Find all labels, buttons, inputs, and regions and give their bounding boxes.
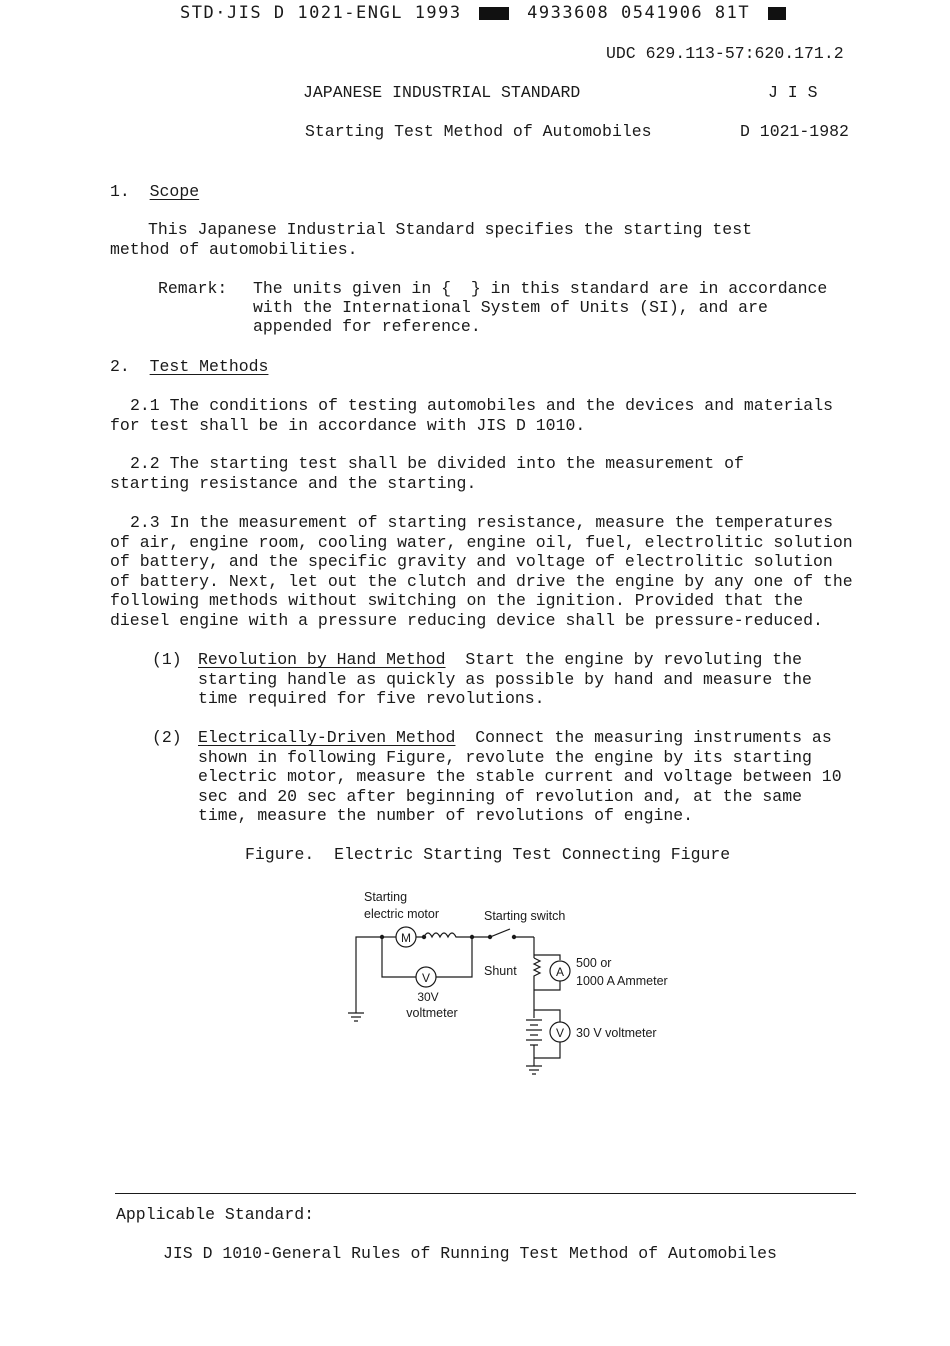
section-number: 1. <box>110 182 130 201</box>
remark-label: Remark: <box>158 279 228 298</box>
label-starting-switch: Starting switch <box>484 909 566 923</box>
ground-symbol-left <box>348 1013 364 1021</box>
label-voltmeter: voltmeter <box>406 1006 458 1020</box>
battery-symbol <box>526 1020 542 1045</box>
document-code-strip <box>180 4 786 24</box>
starting-switch-symbol <box>472 929 534 937</box>
item-1-body <box>198 650 858 709</box>
item-2-body <box>198 728 858 826</box>
label-electric-motor: electric motor <box>364 907 440 921</box>
document-code: D 1021-1982 <box>740 122 849 141</box>
figure-caption: Figure. Electric Starting Test Connecting Figure <box>245 845 731 864</box>
paragraph-2-1: 2.1 The conditions of testing automobiles and the devices and materials for test shall be in accordance with JIS D 1010. <box>110 396 834 435</box>
remark-line-3: appended for reference. <box>253 317 481 336</box>
item-2-text: Connect the measuring instruments as shown in following Figure, revolute the engine by its starting electric motor, measure the stable current and voltage between 10 sec and 20 sec after beginning of revolution and, at the same time, measure the number of revolutions of engine. <box>198 728 842 825</box>
scope-paragraph: This Japanese Industrial Standard specifies the starting test method of automobilities. <box>110 220 752 259</box>
motor-label: M <box>401 931 411 945</box>
paragraph-2-2: 2.2 The starting test shall be divided into the measurement of starting resistance and the starting. <box>110 454 744 493</box>
label-30v: 30V <box>417 990 439 1004</box>
section-number: 2. <box>110 357 130 376</box>
item-number-2: (2) <box>152 728 182 747</box>
item-number-1: (1) <box>152 650 182 669</box>
standard-org: JAPANESE INDUSTRIAL STANDARD <box>303 83 581 102</box>
udc-number: UDC 629.113-57:620.171.2 <box>606 44 844 63</box>
black-marker <box>768 7 786 20</box>
shunt-symbol <box>534 958 540 994</box>
ground-symbol-right <box>526 1066 542 1074</box>
jis-label: J I S <box>768 83 818 102</box>
black-marker <box>479 7 509 20</box>
wire-ammeter-return <box>534 981 560 990</box>
applicable-standard-label: Applicable Standard: <box>116 1205 315 1224</box>
item-1-text: Start the engine by revoluting the starting handle as quickly as possible by hand and measure the time required for five revolutions. <box>198 650 812 708</box>
label-shunt: Shunt <box>484 964 517 978</box>
label-starting: Starting <box>364 890 408 904</box>
voltmeter-v-label: V <box>421 971 431 985</box>
document-code-right: 4933608 0541906 81T <box>527 3 751 23</box>
applicable-standard-text: JIS D 1010-General Rules of Running Test Method of Automobiles <box>163 1244 777 1263</box>
section-title: Test Methods <box>149 357 269 376</box>
paragraph-2-3: 2.3 In the measurement of starting resistance, measure the temperatures of air, engine room, cooling water, engine oil, fuel, electrolitic solution of battery, and the specific gravity and voltage of electrolitic solution of battery. Next, let out the clutch and drive the engine by any one of the following methods without switching on the ignition. Provided that the diesel engine with a pressure reducing device shall be pressure-reduced. <box>110 513 853 630</box>
ammeter-a-label: A <box>555 965 565 979</box>
item-2-title: Electrically-Driven Method <box>198 728 456 747</box>
item-1-title: Revolution by Hand Method <box>198 650 446 669</box>
document-title: Starting Test Method of Automobiles <box>305 122 652 141</box>
circuit-diagram <box>340 880 700 1080</box>
section-heading-test-methods <box>110 357 268 377</box>
battery-voltmeter-v-label: V <box>555 1026 565 1040</box>
label-ammeter-line1: 500 or <box>576 956 612 970</box>
document-code-left: STD·JIS D 1021-ENGL 1993 <box>180 3 462 23</box>
label-ammeter-line2: 1000 A Ammeter <box>576 974 668 988</box>
footer-divider <box>115 1193 856 1194</box>
wire-right-top <box>534 937 560 960</box>
wire-to-battery <box>534 994 560 1022</box>
remark-line-1: The units given in { } in this standard are in accordance <box>253 279 828 298</box>
wire-left-ground <box>356 937 382 1013</box>
remark-line-2: with the International System of Units (SI), and are <box>253 298 768 317</box>
section-heading-scope <box>110 182 199 202</box>
label-30v-voltmeter: 30 V voltmeter <box>576 1026 657 1040</box>
section-title: Scope <box>149 182 200 201</box>
